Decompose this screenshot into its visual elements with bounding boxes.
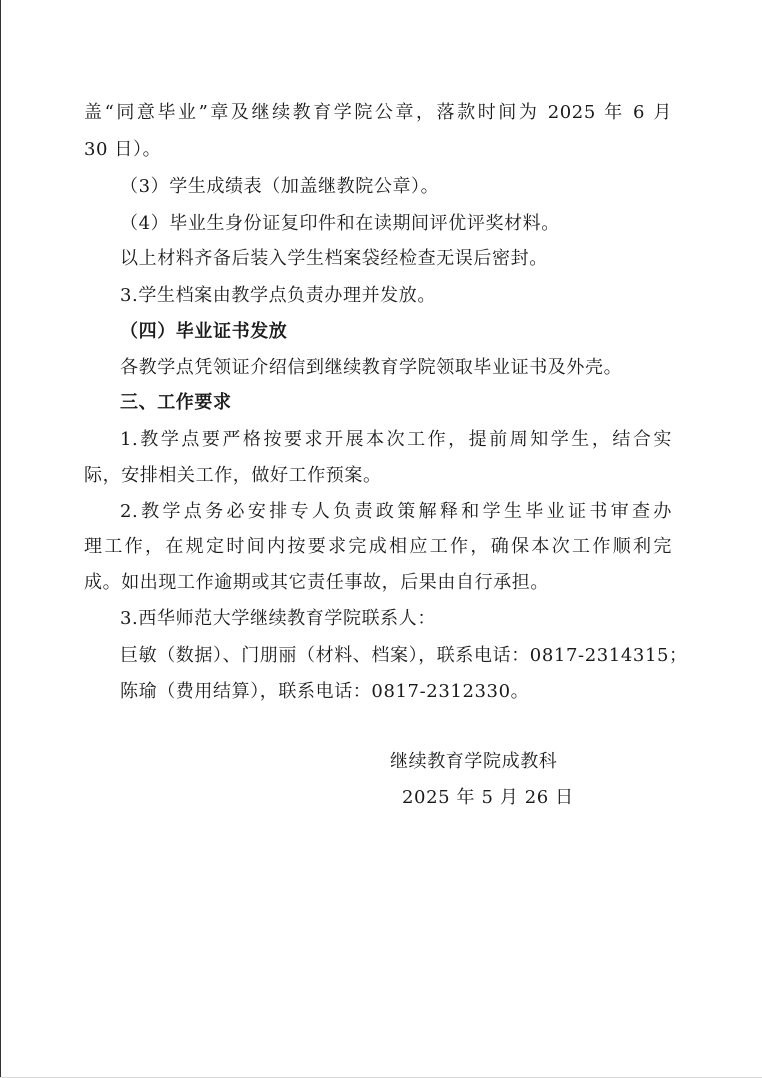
signature-department: 继续教育学院成教科 [390,751,558,772]
list-item-archive: 3.学生档案由教学点负责办理并发放。 [120,285,436,306]
section-heading-requirements: 三、工作要求 [120,392,232,413]
list-item-id-copy: （4）毕业生身份证复印件和在读期间评优评奖材料。 [120,213,560,234]
paragraph-line: 以上材料齐备后装入学生档案袋经检查无误后密封。 [120,248,548,269]
section-heading-certificate: （四）毕业证书发放 [120,321,288,342]
contact-line: 陈瑜（费用结算），联系电话：0817-2312330。 [120,681,530,702]
paragraph-line: 成。如出现工作逾期或其它责任事故，后果由自行承担。 [84,572,549,593]
paragraph-line: 际，安排相关工作，做好工作预案。 [84,465,382,486]
paragraph-line: 理工作，在规定时间内按要求完成相应工作，确保本次工作顺利完 [84,536,672,557]
paragraph-line: 30 日）。 [84,139,162,160]
list-item-transcript: （3）学生成绩表（加盖继教院公章）。 [120,176,440,197]
paragraph-line: 1.教学点要严格按要求开展本次工作，提前周知学生，结合实 [120,429,672,450]
paragraph-line: 盖“同意毕业”章及继续教育学院公章，落款时间为 2025 年 6 月 [84,102,672,123]
paragraph-line: 各教学点凭领证介绍信到继续教育学院领取毕业证书及外壳。 [120,357,623,378]
contact-line: 巨敏（数据）、门朋丽（材料、档案），联系电话：0817-2314315； [120,645,688,666]
paragraph-line: 2.教学点务必安排专人负责政策解释和学生毕业证书审查办 [120,501,672,522]
contact-heading: 3.西华师范大学继续教育学院联系人： [120,608,436,629]
signature-date: 2025 年 5 月 26 日 [402,787,574,808]
